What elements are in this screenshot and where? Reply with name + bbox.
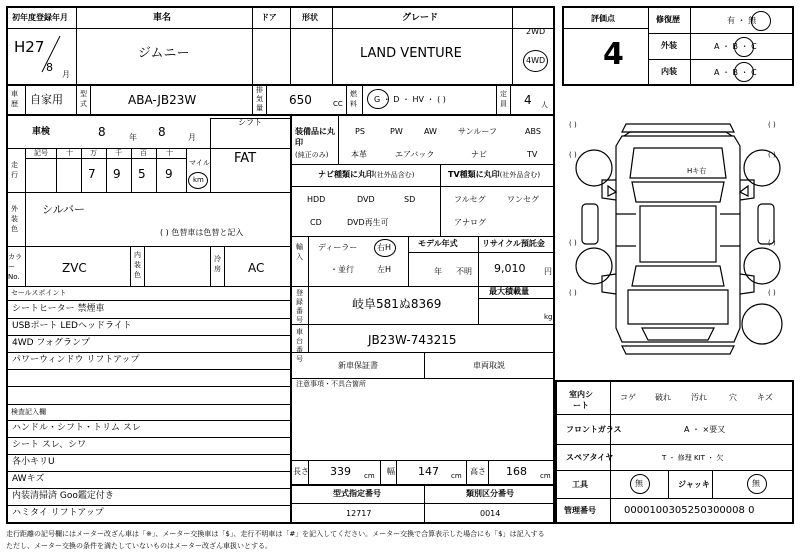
navi-cd: CD	[310, 218, 322, 227]
equip-aw: AW	[424, 127, 437, 136]
paren-mark-6: ( )	[768, 239, 776, 247]
paren-mark-4: ( )	[768, 151, 776, 159]
paren-mark-8: ( )	[768, 289, 776, 297]
displacement-unit: CC	[333, 100, 343, 108]
color-no-label: カラー No.	[8, 253, 22, 281]
seat-opt-burn: コゲ	[620, 393, 636, 402]
paren-mark-3: ( )	[569, 151, 577, 159]
damage-mark: Hキ右	[687, 167, 707, 175]
usage-label: 車歴	[11, 90, 18, 108]
reg-year-label: 初年度登録年月	[12, 13, 68, 22]
displacement-label: 排気量	[256, 86, 263, 112]
jack-value: 無	[752, 479, 760, 488]
warranty-label: 新車保証書	[338, 361, 378, 370]
import-label: 輸入	[296, 243, 303, 261]
max-load-label: 最大積載量	[489, 287, 529, 296]
drive-4wd: 4WD	[526, 56, 546, 65]
door-label: ドア	[261, 13, 277, 22]
width-value: 147	[418, 465, 439, 478]
equip-abs: ABS	[525, 127, 541, 136]
inspection-month: 8	[158, 125, 166, 139]
import-dealer: ディーラー	[318, 243, 358, 252]
reg-month: 8	[46, 61, 53, 74]
car-diagram	[562, 96, 796, 380]
interior-value: A ・ B ・ C	[714, 68, 757, 77]
exterior-value: A ・ B ・ C	[714, 42, 757, 51]
equipment-label: 装備品に丸印	[295, 127, 335, 147]
class-number-label: 類別区分番号	[466, 489, 514, 498]
chassis-label: 車台番号	[296, 328, 303, 363]
tv-fullseg: フルセグ	[454, 195, 486, 204]
length-label: 長さ	[293, 467, 309, 476]
grade-label: グレード	[402, 13, 439, 23]
length-value: 339	[330, 465, 351, 478]
equip-tv: TV	[527, 150, 538, 159]
spare-tire-label: スペアタイヤ	[566, 453, 614, 462]
ac-label: 冷房	[214, 255, 221, 273]
height-unit: cm	[540, 472, 551, 480]
mgmt-number-label: 管理番号	[564, 506, 596, 515]
interior-label: 内装	[661, 67, 677, 76]
fuel-options: G ・ D ・ HV ・ ( )	[374, 95, 446, 104]
capacity-unit: 人	[541, 101, 548, 109]
width-unit: cm	[451, 472, 462, 480]
ac-value: AC	[248, 261, 265, 275]
color-note: ( ) 色替車は色替と記入	[160, 228, 244, 237]
inspector-item-3: 各小キリU	[12, 457, 55, 467]
windshield-options: A ・ ×要又	[684, 425, 726, 434]
displacement-value: 650	[289, 93, 312, 107]
mileage-digit-4: 9	[165, 167, 173, 181]
mileage-digit-3: 5	[138, 167, 146, 181]
tools-value: 無	[635, 479, 643, 488]
model-year-label: モデル年式	[418, 239, 458, 248]
equip-airbag: エアバック	[395, 150, 435, 159]
inspection-year-unit: 年	[129, 133, 137, 142]
repair-value: 有 ・ 無	[727, 16, 757, 25]
inspector-item-1: ハンドル・シフト・トリム スレ	[12, 423, 141, 433]
km-label: km	[193, 176, 204, 184]
equip-ps: PS	[355, 127, 365, 136]
color-no-value: ZVC	[62, 261, 87, 275]
color-label: 外装色	[11, 205, 18, 233]
grade-value: LAND VENTURE	[360, 46, 462, 61]
mileage-label: 走行	[11, 161, 18, 179]
height-label: 高さ	[470, 467, 486, 476]
recycle-unit: 円	[544, 267, 552, 276]
digit-header-3: 百	[140, 149, 147, 157]
paren-mark-1: ( )	[569, 121, 577, 129]
score-value: 4	[603, 37, 624, 72]
tv-oneseg: ワンセグ	[507, 195, 539, 204]
color-value: シルバー	[42, 203, 85, 216]
mileage-digit-2: 9	[113, 167, 121, 181]
model-year-unit: 年	[434, 267, 442, 276]
length-unit: cm	[364, 472, 375, 480]
sales-point-3: 4WD フォグランプ	[12, 338, 90, 348]
equip-pw: PW	[390, 127, 403, 136]
navi-sd: SD	[404, 195, 416, 204]
model-year-value: 不明	[456, 267, 472, 276]
inspector-label: 検査記入欄	[11, 408, 46, 416]
shift-value: FAT	[234, 151, 257, 166]
seat-opt-tear: 破れ	[655, 393, 671, 402]
windshield-label: フロントガラス	[566, 425, 622, 434]
type-number-value: 12717	[346, 509, 372, 518]
score-label: 評価点	[591, 14, 615, 23]
inspector-item-4: AWキズ	[12, 474, 45, 484]
footer-note-1: 走行距離の記号欄にはメーター改ざん車は「※」、メーター交換車は「$」、走行不明車は「#」を記入してください。メーター交換で合算表示した場合にも「$」は記入する	[6, 530, 545, 538]
import-right-handle: 右H	[377, 243, 392, 252]
mile-label: マイル	[189, 159, 210, 167]
class-number-value: 0014	[480, 509, 501, 518]
sales-point-2: USBポート LEDヘッドライト	[12, 321, 132, 331]
inspection-label: 車検	[32, 127, 51, 137]
navi-label: ナビ種類に丸印(社外品含む)	[318, 170, 415, 179]
recycle-label: リサイクル預託金	[482, 239, 545, 248]
height-value: 168	[506, 465, 527, 478]
import-parallel: ・並行	[330, 265, 354, 274]
import-left-handle: 左H	[377, 265, 392, 274]
sales-point-4: パワーウィンドウ リフトアップ	[12, 355, 140, 365]
navi-hdd: HDD	[307, 195, 326, 204]
shift-label: シフト	[238, 118, 262, 127]
max-load-unit: kg	[544, 313, 553, 321]
paren-mark-5: ( )	[569, 239, 577, 247]
exterior-label: 外装	[661, 41, 677, 50]
usage-value: 自家用	[30, 93, 63, 106]
seat-opt-hole: 穴	[729, 393, 737, 402]
capacity-label: 定員	[500, 90, 507, 108]
mileage-digit-1: 7	[88, 167, 96, 181]
registration-number: 岐阜581ぬ8369	[352, 297, 442, 311]
paren-mark-7: ( )	[569, 289, 577, 297]
shape-label: 形状	[302, 13, 318, 22]
equip-sunroof: サンルーフ	[458, 127, 497, 136]
digit-header-4: 十	[166, 149, 173, 157]
mgmt-number: 0000100305250300008 0	[624, 505, 755, 516]
registration-label: 登録番号	[296, 289, 303, 324]
inspection-year: 8	[98, 125, 106, 139]
mileage-sign-label: 記号	[34, 149, 48, 157]
model-value: ABA-JB23W	[128, 93, 197, 107]
type-number-label: 型式指定番号	[333, 489, 381, 498]
width-label: 幅	[387, 467, 395, 476]
recycle-value: 9,010	[494, 262, 526, 275]
inspector-item-6: ハミタイ リフトアップ	[12, 508, 104, 518]
footer-note-2: ただし、メーター交換の条件を満たしていないものはメーター改ざん車扱いとする。	[6, 542, 272, 550]
seat-opt-dirt: 汚れ	[691, 393, 707, 402]
reg-era-year: H27	[14, 38, 45, 56]
car-name: ジムニー	[138, 46, 190, 61]
sales-point-1: シートヒーター 禁煙車	[12, 304, 105, 314]
repair-label: 修復歴	[656, 15, 680, 24]
manual-label: 車両取説	[473, 361, 505, 370]
jack-label: ジャッキ	[678, 480, 710, 489]
spare-tire-options: T ・ 修理 KIT ・ 欠	[662, 454, 724, 462]
seat-opt-scratch: キズ	[757, 393, 773, 402]
navi-dvd-play: DVD再生可	[347, 218, 389, 227]
fuel-label: 燃料	[350, 90, 357, 108]
equipment-sublabel: (純正のみ)	[295, 151, 329, 159]
chassis-number: JB23W-743215	[368, 333, 457, 347]
car-name-label: 車名	[153, 13, 172, 23]
inspection-month-unit: 月	[188, 133, 196, 142]
tv-label: TV種類に丸印(社外品含む)	[448, 170, 541, 179]
inspector-item-5: 内装清掃済 Goo鑑定付き	[12, 491, 114, 501]
tv-analog: アナログ	[454, 218, 486, 227]
model-label: 型式	[80, 90, 87, 108]
drive-2wd: 2WD	[526, 27, 546, 36]
digit-header-1: 万	[90, 149, 97, 157]
notes-label: 注意事項・不具合箇所	[296, 380, 366, 388]
equip-leather: 本革	[351, 150, 367, 159]
navi-dvd: DVD	[357, 195, 375, 204]
paren-mark-2: ( )	[768, 121, 776, 129]
reg-month-unit: 月	[62, 70, 70, 79]
inspector-item-2: シート スレ、シワ	[12, 440, 87, 450]
interior-seat-label: 室内シート	[569, 390, 593, 410]
interior-color-label: 内装色	[134, 251, 141, 279]
tools-label: 工具	[572, 480, 588, 489]
equip-navi: ナビ	[471, 150, 487, 159]
digit-header-2: 千	[115, 149, 122, 157]
sales-points-label: セールスポイント	[11, 289, 67, 297]
capacity-value: 4	[524, 93, 532, 107]
digit-header-0: 十	[66, 149, 73, 157]
